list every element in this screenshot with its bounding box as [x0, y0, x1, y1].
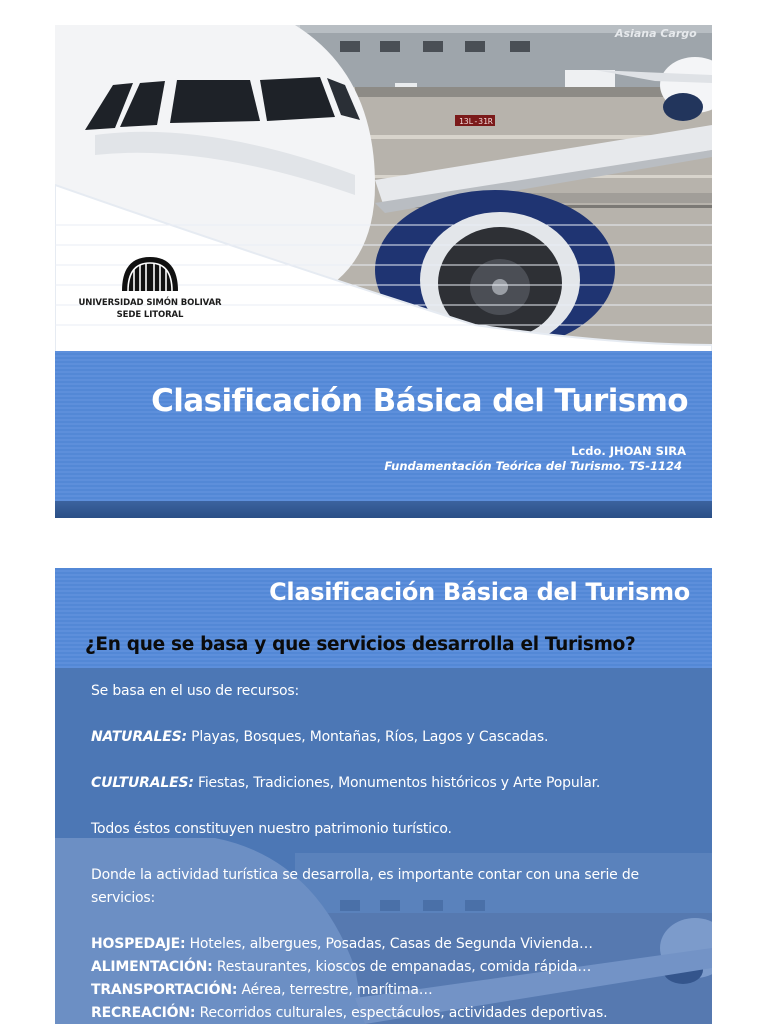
culturales-text: Fiestas, Tradiciones, Monumentos históricos y Arte Popular.: [193, 775, 601, 791]
culturales-item: [91, 772, 691, 795]
slide-title: Clasificación Básica del Turismo: [151, 383, 688, 419]
service-item: [91, 933, 691, 956]
title-slide: [55, 25, 712, 518]
naturales-text: Playas, Bosques, Montañas, Ríos, Lagos y Cascadas.: [186, 729, 549, 745]
title-band: [55, 351, 712, 501]
naturales-item: [91, 726, 691, 749]
service-item: [91, 979, 691, 1002]
university-emblem-icon: [118, 253, 182, 293]
service-item: [91, 956, 691, 979]
service-label: HOSPEDAJE:: [91, 936, 186, 952]
service-label: TRANSPORTACIÓN:: [91, 982, 238, 998]
intro-text: Se basa en el uso de recursos:: [91, 683, 300, 699]
university-logo: [75, 253, 225, 321]
bottom-bar: [55, 501, 712, 518]
content-slide: [55, 568, 712, 1024]
culturales-label: CULTURALES:: [91, 775, 194, 791]
service-text: Hoteles, albergues, Posadas, Casas de Segunda Vivienda…: [185, 936, 593, 952]
slide-question: ¿En que se basa y que servicios desarrolla el Turismo?: [85, 634, 636, 655]
service-text: Restaurantes, kioscos de empanadas, comida rápida…: [212, 959, 592, 975]
slide-title: Clasificación Básica del Turismo: [269, 578, 690, 606]
service-text: Recorridos culturales, espectáculos, actividades deportivas.: [195, 1005, 608, 1021]
university-campus: SEDE LITORAL: [116, 310, 184, 320]
service-item: [91, 1002, 691, 1024]
service-text: Aérea, terrestre, marítima…: [237, 982, 433, 998]
slide-body: [91, 680, 691, 1024]
patrimonio-text: Todos éstos constituyen nuestro patrimonio turístico.: [91, 821, 452, 837]
university-name: UNIVERSIDAD SIMÓN BOLIVAR: [78, 298, 222, 308]
svg-text:Asiana Cargo: Asiana Cargo: [615, 27, 697, 40]
svg-text:13L-31R: 13L-31R: [459, 117, 493, 126]
naturales-label: NATURALES:: [91, 729, 187, 745]
author: Lcdo. JHOAN SIRA: [571, 444, 686, 458]
service-label: RECREACIÓN:: [91, 1005, 196, 1021]
servicios-intro: Donde la actividad turística se desarrolla, es importante contar con una serie de servicios:: [91, 867, 639, 906]
service-label: ALIMENTACIÓN:: [91, 959, 213, 975]
course-name: Fundamentación Teórica del Turismo. TS-1124: [384, 459, 682, 473]
